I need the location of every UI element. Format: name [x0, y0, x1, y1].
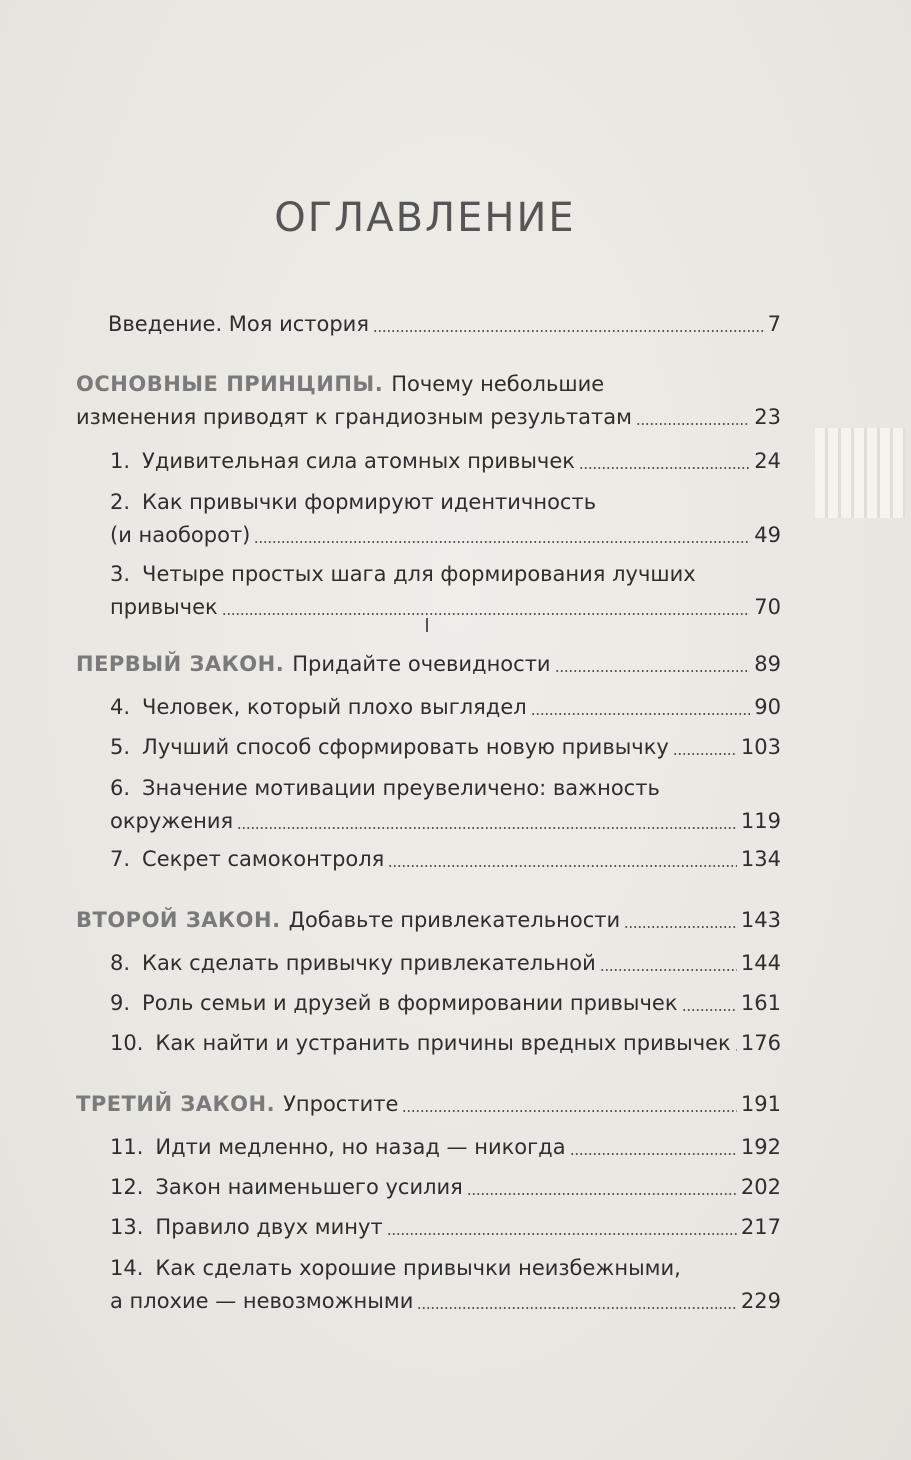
chapter-number: 6.: [110, 776, 131, 800]
toc-chapter: [0, 987, 911, 1020]
leader-dots: [600, 969, 737, 971]
toc-chapter: [0, 947, 911, 980]
toc-chapter-cont: [0, 805, 911, 838]
chapter-number: 11.: [110, 1135, 144, 1159]
toc-chapter: [0, 843, 911, 876]
chapter-number: 5.: [110, 735, 131, 759]
toc-chapter: [0, 486, 911, 519]
chapter-title-cont: а плохие — невозможными: [110, 1289, 414, 1313]
chapter-number: 8.: [110, 951, 131, 975]
page-number: 90: [754, 695, 781, 719]
toc-chapter: [0, 731, 911, 764]
page-number: 144: [740, 951, 781, 975]
toc-part-0-cont: [0, 401, 911, 434]
toc-entry-label: Введение. Моя история: [108, 312, 369, 336]
page-title: ОГЛАВЛЕНИЕ: [274, 194, 576, 241]
chapter-number: 10.: [110, 1031, 144, 1055]
page-number: 119: [740, 809, 781, 833]
leader-dots: [417, 1307, 737, 1309]
chapter-title-cont: окружения: [110, 809, 234, 833]
leader-dots: [237, 827, 737, 829]
leader-dots: [735, 1049, 737, 1051]
page-number: 191: [740, 1092, 781, 1116]
page-number: 134: [740, 847, 781, 871]
leader-dots: [387, 1233, 737, 1235]
leader-dots: [624, 926, 737, 928]
part-subtitle: Упростите: [283, 1092, 399, 1116]
page-number: 103: [740, 735, 781, 759]
toc-part-1: [0, 648, 911, 681]
chapter-title-cont: (и наоборот): [110, 523, 251, 547]
chapter-number: 4.: [110, 695, 131, 719]
leader-dots: [388, 865, 737, 867]
leader-dots: [402, 1110, 737, 1112]
toc-chapter: [0, 1027, 911, 1060]
toc-chapter-cont: [0, 1285, 911, 1318]
leader-dots: [373, 330, 764, 332]
page-number: 24: [754, 449, 781, 473]
toc-chapter: [0, 1131, 911, 1164]
chapter-number: 1.: [110, 449, 131, 473]
chapter-title: Лучший способ сформировать новую привычку: [142, 735, 669, 759]
toc-chapter: [0, 772, 911, 805]
toc-part-3: [0, 1088, 911, 1121]
part-subtitle: Почему небольшие: [391, 372, 605, 396]
page-number: 70: [754, 595, 781, 619]
chapter-title: Закон наименьшего усилия: [155, 1175, 463, 1199]
part-subtitle-cont: изменения приводят к грандиозным результатам: [76, 405, 632, 429]
chapter-title: Идти медленно, но назад — никогда: [155, 1135, 566, 1159]
toc-chapter: [0, 1252, 911, 1285]
part-heading: ВТОРОЙ ЗАКОН.: [76, 908, 281, 932]
chapter-title: Значение мотивации преувеличено: важность: [142, 776, 660, 800]
chapter-title: Как привычки формируют идентичность: [142, 490, 597, 514]
toc-chapter-cont: [0, 591, 911, 624]
leader-dots: [682, 1009, 737, 1011]
chapter-title: Правило двух минут: [155, 1215, 383, 1239]
chapter-number: 3.: [110, 562, 131, 586]
page-number: 176: [740, 1031, 781, 1055]
toc-part-0: [0, 368, 911, 401]
chapter-title: Секрет самоконтроля: [142, 847, 385, 871]
part-subtitle: Добавьте привлекательности: [288, 908, 621, 932]
chapter-number: 9.: [110, 991, 131, 1015]
part-heading: ПЕРВЫЙ ЗАКОН.: [76, 652, 285, 676]
chapter-number: 12.: [110, 1175, 144, 1199]
toc-entry-intro: [0, 308, 911, 341]
chapter-number: 13.: [110, 1215, 144, 1239]
page-number: 192: [740, 1135, 781, 1159]
chapter-number: 14.: [110, 1256, 144, 1280]
chapter-title: Четыре простых шага для формирования лучших: [142, 562, 696, 586]
chapter-title-cont: привычек: [110, 595, 218, 619]
chapter-title: Человек, который плохо выглядел: [142, 695, 527, 719]
chapter-title: Как сделать хорошие привычки неизбежными,: [155, 1256, 681, 1280]
toc-part-2: [0, 904, 911, 937]
part-heading: ТРЕТИЙ ЗАКОН.: [76, 1092, 276, 1116]
toc-chapter: [0, 1211, 911, 1244]
leader-dots: [467, 1193, 737, 1195]
chapter-title: Удивительная сила атомных привычек: [142, 449, 575, 473]
toc-chapter: [0, 445, 911, 478]
toc-chapter: [0, 558, 911, 591]
leader-dots: [673, 753, 737, 755]
leader-dots: [531, 713, 751, 715]
leader-dots: [555, 670, 751, 672]
page-number: 161: [740, 991, 781, 1015]
leader-dots: [636, 423, 750, 425]
chapter-title: Роль семьи и друзей в формировании привычек: [142, 991, 678, 1015]
chapter-title: Как найти и устранить причины вредных привычек: [155, 1031, 731, 1055]
chapter-number: 2.: [110, 490, 131, 514]
leader-dots: [570, 1153, 737, 1155]
leader-dots: [254, 541, 750, 543]
page-number: 202: [740, 1175, 781, 1199]
page-number: 89: [754, 652, 781, 676]
page-number: 229: [740, 1289, 781, 1313]
chapter-title: Как сделать привычку привлекательной: [142, 951, 596, 975]
chapter-number: 7.: [110, 847, 131, 871]
leader-dots: [579, 467, 750, 469]
page-number: 23: [754, 405, 781, 429]
page-number: 7: [767, 312, 781, 336]
toc-chapter: [0, 1171, 911, 1204]
leader-dots: [222, 613, 751, 615]
toc-chapter-cont: [0, 519, 911, 552]
page-number: 49: [754, 523, 781, 547]
page-number: 143: [740, 908, 781, 932]
part-heading: ОСНОВНЫЕ ПРИНЦИПЫ.: [76, 372, 384, 396]
page-number: 217: [740, 1215, 781, 1239]
part-subtitle: Придайте очевидности: [292, 652, 551, 676]
toc-chapter: [0, 691, 911, 724]
